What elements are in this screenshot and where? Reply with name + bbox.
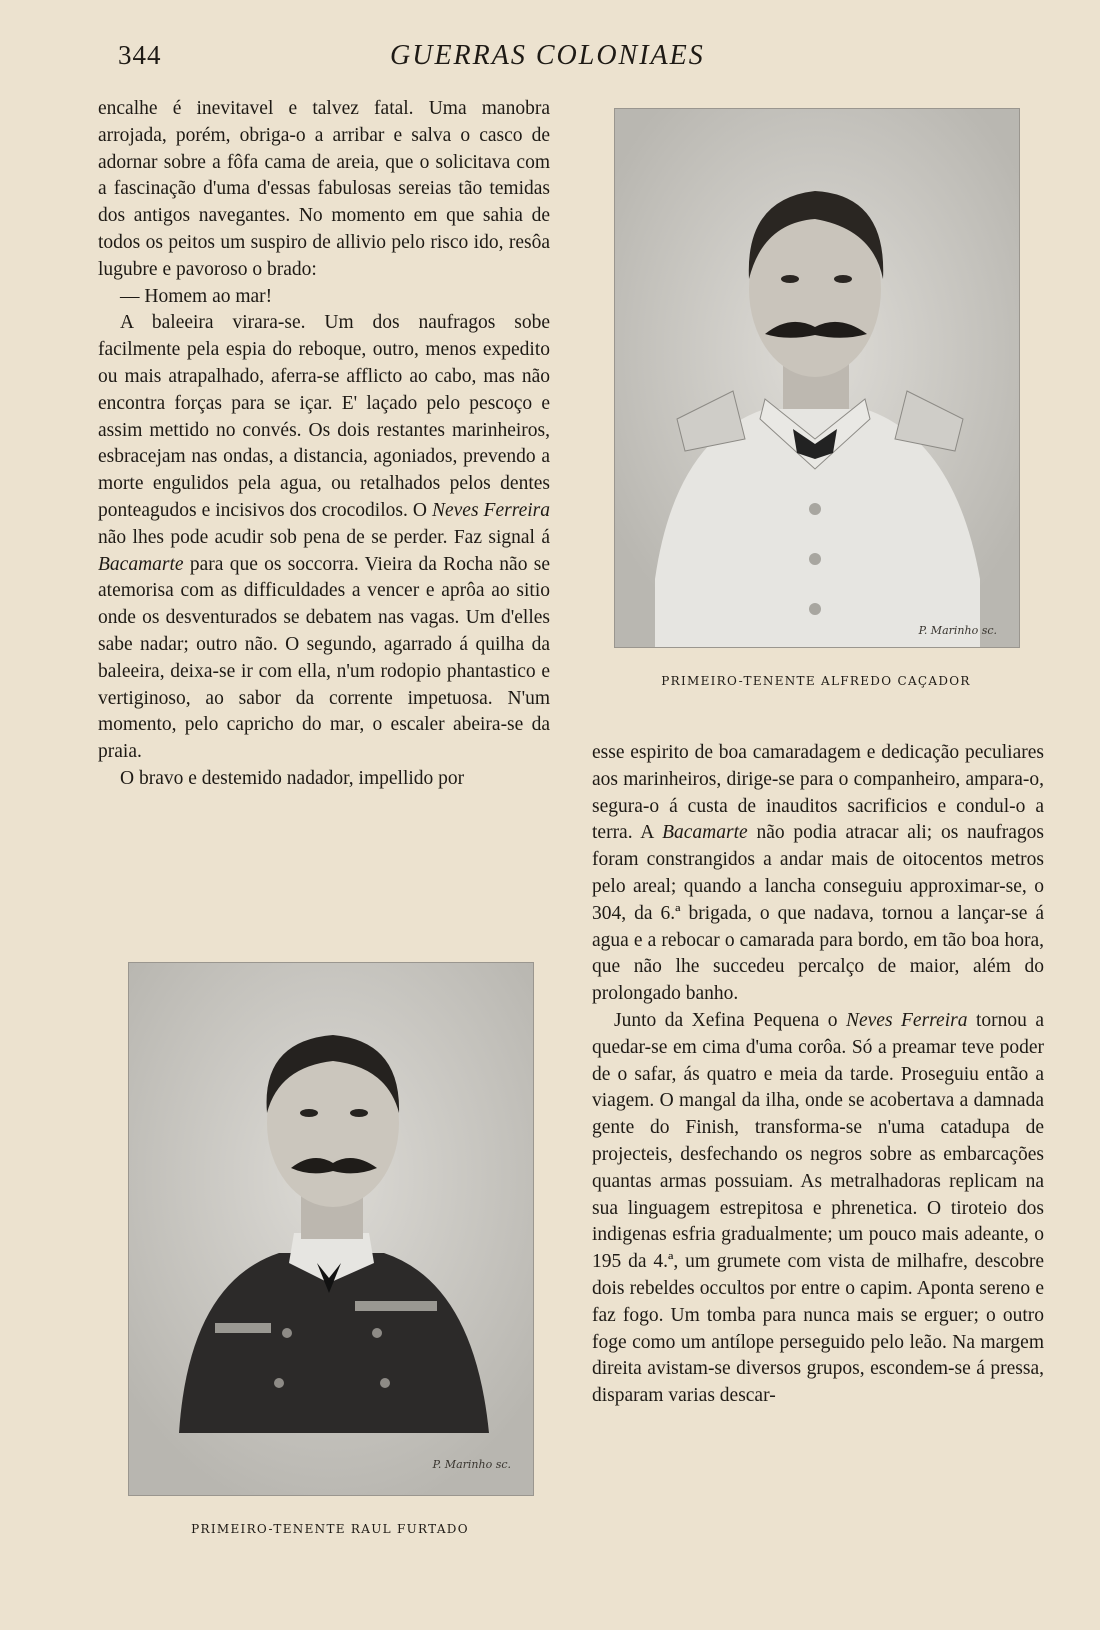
paragraph: O bravo e destemido nadador, impellido por: [120, 767, 465, 789]
paragraph: encalhe é inevitavel e talvez fatal. Uma manobra arrojada, porém, obriga-o a arribar e salva o casco de adornar sobre a fôfa cama de areia, que o solicitava com a fascinação d'uma d'essas fabulosas sereias tão temidas dos antigos navegantes. No momento em que sahia de todos os peitos um suspiro de allivio pelo risco ido, resôa lugubre e pavoroso o brado:: [98, 98, 550, 280]
text-run: tornou a quedar-se em cima d'uma corôa. Só a preamar teve poder de o safar, ás quatro e meia da tarde. Proseguiu então a viagem. O mangal da ilha, onde se acobertava a damnada gente do Finish, transforma-se n'uma catadupa de projecteis, desfechando os negros sobre as embarcações quantas armas possuiam. As metralhadoras replicam na sua linguagem estrepitosa e phrenetica. O tiroteio dos indigenas esfria gradualmente; um pouco mais adeante, o 195 da 4.ª, um grumete com vista de milhafre, descobre dois rebeldes occultos por entre o capim. Aponta sereno e faz fogo. Um tomba para nunca mais se erguer; o outro foge como um antílope perseguido pelo leão. Na margem direita avistam-se diversos grupos, escondem-se á pressa, disparam varias descar-: [592, 1009, 1044, 1407]
running-title: GUERRAS COLONIAES: [390, 40, 705, 71]
paragraph: [592, 1008, 1044, 1410]
dialogue-line: — Homem ao mar!: [120, 285, 273, 307]
paragraph: [592, 740, 1044, 1008]
text-run: esse espirito de boa camaradagem e dedicação peculiares aos marinheiros, dirige-se para o companheiro, ampara-o, segura-o á custa de inauditos sacrificios e condul-o a terra. A: [592, 742, 1044, 844]
left-column: [98, 96, 550, 793]
paragraph: [98, 310, 550, 766]
photo-caption: PRIMEIRO-TENENTE RAUL FURTADO: [191, 1522, 469, 1536]
portrait-photo-raul-furtado: [128, 962, 534, 1496]
ship-name: Neves Ferreira: [431, 499, 550, 521]
ship-name: Bacamarte: [98, 553, 184, 575]
portrait-figure: [615, 109, 1019, 647]
text-run: não lhes pode acudir sob pena de se perder. Faz signal á: [98, 526, 550, 548]
right-column: [592, 740, 1044, 1410]
text-run: Junto da Xefina Pequena o: [614, 1009, 846, 1031]
text-run: para que os soccorra. Vieira da Rocha não se atemorisa com as difficuldades a vencer e aprôa ao sitio onde os desventurados se debatem nas vagas. Um d'elles sabe nadar; outro não. O segundo, agarrado á quilha da baleeira, deixa-se ir com ella, n'um rodopio phantastico e vertiginoso, ao sabor da corrente impetuosa. N'um momento, pelo capricho do mar, o escaler abeira-se da praia.: [98, 553, 550, 763]
ship-name: Neves Ferreira: [845, 1009, 968, 1031]
ship-name: Bacamarte: [662, 822, 748, 844]
page-number: 344: [118, 40, 162, 70]
text-run: A baleeira virara-se. Um dos naufragos sobe facilmente pela espia do reboque, outro, menos expedito ou mais atrapalhado, aferra-se afflicto ao cabo, mas não encontra forças para se içar. E' laçado pelo pescoço e assim mettido no convés. Os dois restantes marinheiros, esbracejam nas ondas, a distancia, agoniados, prevendo a morte engulidos pela agua, ou retalhados pelos dentes ponteagudos e incisivos dos crocodilos. O: [98, 312, 550, 521]
engraver-signature: P. Marinho sc.: [918, 624, 997, 637]
engraver-signature: P. Marinho sc.: [432, 1458, 511, 1471]
portrait-photo-alfredo-cacador: [614, 108, 1020, 648]
portrait-figure: [129, 963, 533, 1495]
photo-caption: PRIMEIRO-TENENTE ALFREDO CAÇADOR: [661, 674, 971, 688]
text-run: não podia atracar ali; os naufragos foram constrangidos a andar mais de oitocentos metros pelo areal; quando a lancha conseguiu approximar-se, o 304, da 6.ª brigada, o que nadava, tornou a lançar-se á agua e a rebocar o camarada para bordo, em tão boa hora, que não lhe succedeu percalço de maior, além do prolongado banho.: [592, 822, 1044, 1005]
